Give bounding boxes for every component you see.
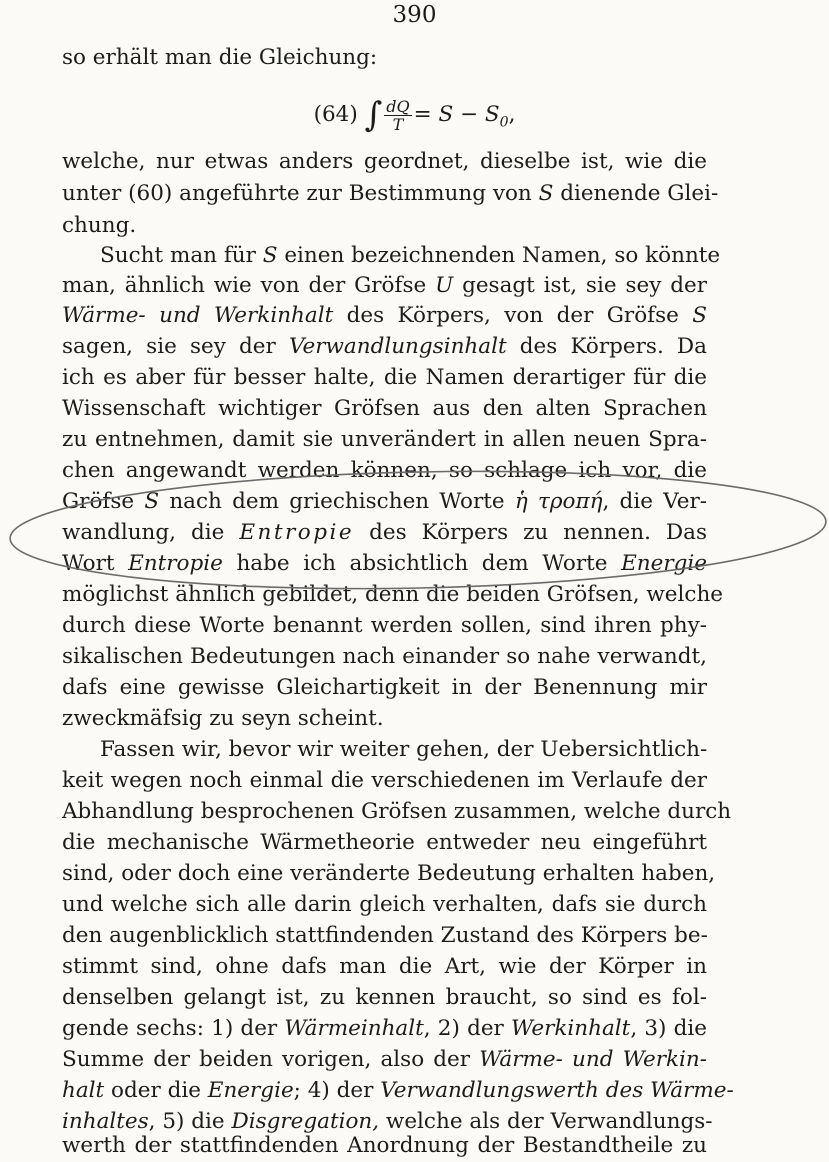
italic-text: Verwandlungsinhalt bbox=[288, 334, 507, 359]
italic-text: S bbox=[538, 181, 554, 206]
line-text: möglichst ähnlich gebildet, denn die beiden Gröfsen, welche bbox=[62, 582, 724, 607]
text-line bbox=[62, 1013, 707, 1045]
line-text: werth der stattfindenden Anordnung der Bestandtheile zu bbox=[62, 1133, 707, 1158]
text-line bbox=[62, 1044, 707, 1076]
italic-text: Entropie bbox=[128, 551, 223, 576]
italic-text: Wärme- und Werkinhalt bbox=[62, 303, 334, 328]
text-line bbox=[62, 982, 707, 1014]
text-line bbox=[62, 951, 707, 983]
text-line bbox=[62, 270, 707, 302]
italic-text: Werkinhalt bbox=[511, 1016, 631, 1041]
line-text: sind, oder doch eine veränderte Bedeutung erhalten haben, bbox=[62, 861, 716, 886]
italic-text: Wärmeinhalt bbox=[284, 1016, 424, 1041]
line-text: , 3) die bbox=[630, 1016, 708, 1041]
text-line bbox=[100, 734, 707, 766]
line-text: man, ähnlich wie von der Gröfse bbox=[62, 273, 436, 298]
line-text: des Körpers. Da bbox=[506, 334, 707, 359]
spaced-italic-text: Entropie bbox=[239, 520, 355, 545]
line-text: so erhält man die Gleichung: bbox=[62, 45, 378, 70]
text-line bbox=[100, 240, 721, 272]
text-line bbox=[62, 920, 707, 952]
text-line bbox=[62, 1130, 707, 1162]
line-text: Summe der beiden vorigen, also der bbox=[62, 1047, 480, 1072]
line-text: wandlung, die bbox=[62, 520, 240, 545]
text-line bbox=[62, 548, 707, 580]
text-line bbox=[62, 641, 707, 673]
text-line bbox=[62, 486, 707, 518]
italic-text: Energie bbox=[207, 1078, 294, 1103]
line-text: den augenblicklich stattfindenden Zustand des Körpers be- bbox=[62, 923, 708, 948]
line-text: chung. bbox=[62, 213, 137, 238]
line-text: des Körpers zu nennen. Das bbox=[354, 520, 708, 545]
equation-64 bbox=[0, 92, 829, 138]
line-text: Gröfse bbox=[62, 489, 145, 514]
text-line bbox=[62, 858, 716, 890]
line-text: chen angewandt werden können, so schlage ich vor, die bbox=[62, 458, 707, 483]
text-line bbox=[62, 610, 707, 642]
italic-text: inhaltes bbox=[62, 1109, 149, 1134]
text-line bbox=[62, 362, 707, 394]
text-line bbox=[62, 703, 707, 735]
italic-text: S bbox=[144, 489, 160, 514]
line-text: einen bezeichnenden Namen, so könnte bbox=[277, 243, 721, 268]
line-text: gesagt ist, sie sey der bbox=[453, 273, 707, 298]
italic-text: halt bbox=[62, 1078, 105, 1103]
fraction-numerator: dQ bbox=[386, 96, 410, 116]
text-line bbox=[62, 517, 707, 549]
line-text: , 2) der bbox=[423, 1016, 512, 1041]
italic-text: Wärme- und Werkin- bbox=[479, 1047, 707, 1072]
line-text: Wort bbox=[62, 551, 129, 576]
line-text: dienende Glei- bbox=[553, 181, 719, 206]
text-line bbox=[62, 210, 707, 242]
line-text: Fassen wir, bevor wir weiter gehen, der Uebersichtlich- bbox=[100, 737, 708, 762]
line-text: stimmt sind, ohne dafs man die Art, wie der Körper in bbox=[62, 954, 707, 979]
line-text: dafs eine gewisse Gleichartigkeit in der Benennung mir bbox=[62, 675, 707, 700]
line-text: Wissenschaft wichtiger Gröfsen aus den alten Sprachen bbox=[62, 396, 707, 421]
greek-text: ἡ τροπή bbox=[514, 489, 603, 514]
italic-text: S bbox=[692, 303, 707, 328]
line-text: keit wegen noch einmal die verschiedenen im Verlaufe der bbox=[62, 768, 707, 793]
line-text: , 5) die bbox=[148, 1109, 232, 1134]
italic-text: Energie bbox=[621, 551, 707, 576]
italic-text: Disgregation, bbox=[231, 1109, 380, 1134]
text-line bbox=[62, 1075, 734, 1107]
fraction-denominator: T bbox=[392, 114, 404, 134]
equation-label: (64) bbox=[313, 102, 358, 127]
line-text: unter (60) angeführte zur Bestimmung von bbox=[62, 181, 539, 206]
text-line bbox=[62, 796, 732, 828]
line-text: durch diese Worte benannt werden sollen, sind ihren phy- bbox=[62, 613, 707, 638]
text-line bbox=[62, 455, 707, 487]
line-text: sikalischen Bedeutungen nach einander so nahe verwandt, bbox=[62, 644, 707, 669]
text-line bbox=[62, 827, 707, 859]
line-text: nach dem griechischen Worte bbox=[159, 489, 515, 514]
line-text: gende sechs: 1) der bbox=[62, 1016, 285, 1041]
text-line bbox=[62, 424, 707, 456]
page-number: 390 bbox=[392, 2, 437, 28]
italic-text: U bbox=[435, 273, 454, 298]
line-text: ; 4) der bbox=[293, 1078, 381, 1103]
line-text: habe ich absichtlich dem Worte bbox=[222, 551, 622, 576]
line-text: welche, nur etwas anders geordnet, dieselbe ist, wie die bbox=[62, 149, 707, 174]
line-text: und welche sich alle darin gleich verhalten, dafs sie durch bbox=[62, 892, 707, 917]
line-text: Sucht man für bbox=[100, 243, 263, 268]
text-line bbox=[62, 393, 707, 425]
text-line bbox=[62, 300, 707, 332]
text-line bbox=[62, 42, 707, 74]
equation-rhs: = S − S bbox=[413, 102, 500, 127]
equation-trailing: , bbox=[508, 102, 516, 127]
text-line bbox=[62, 672, 707, 704]
text-line bbox=[62, 146, 707, 178]
text-line bbox=[62, 331, 707, 363]
line-text: , die Ver- bbox=[602, 489, 707, 514]
line-text: Abhandlung besprochenen Gröfsen zusammen, welche durch bbox=[62, 799, 732, 824]
integral-sign: ∫ bbox=[364, 95, 383, 135]
text-line bbox=[62, 889, 707, 921]
text-line bbox=[62, 765, 707, 797]
line-text: sagen, sie sey der bbox=[62, 334, 289, 359]
line-text: welche als der Verwandlungs- bbox=[379, 1109, 713, 1134]
text-line bbox=[62, 178, 719, 210]
line-text: oder die bbox=[104, 1078, 208, 1103]
line-text: denselben gelangt ist, zu kennen braucht, so sind es fol- bbox=[62, 985, 707, 1010]
line-text: ich es aber für besser halte, die Namen derartiger für die bbox=[62, 365, 707, 390]
line-text: des Körpers, von der Gröfse bbox=[333, 303, 693, 328]
italic-text: S bbox=[262, 243, 278, 268]
line-text: zweckmäfsig zu seyn scheint. bbox=[62, 706, 384, 731]
equation-subscript: 0 bbox=[499, 114, 509, 131]
fraction bbox=[384, 98, 411, 133]
text-line bbox=[62, 579, 724, 611]
italic-text: Verwandlungswerth des Wärme- bbox=[380, 1078, 734, 1103]
line-text: die mechanische Wärmetheorie entweder neu eingeführt bbox=[62, 830, 707, 855]
line-text: zu entnehmen, damit sie unverändert in allen neuen Spra- bbox=[62, 427, 707, 452]
